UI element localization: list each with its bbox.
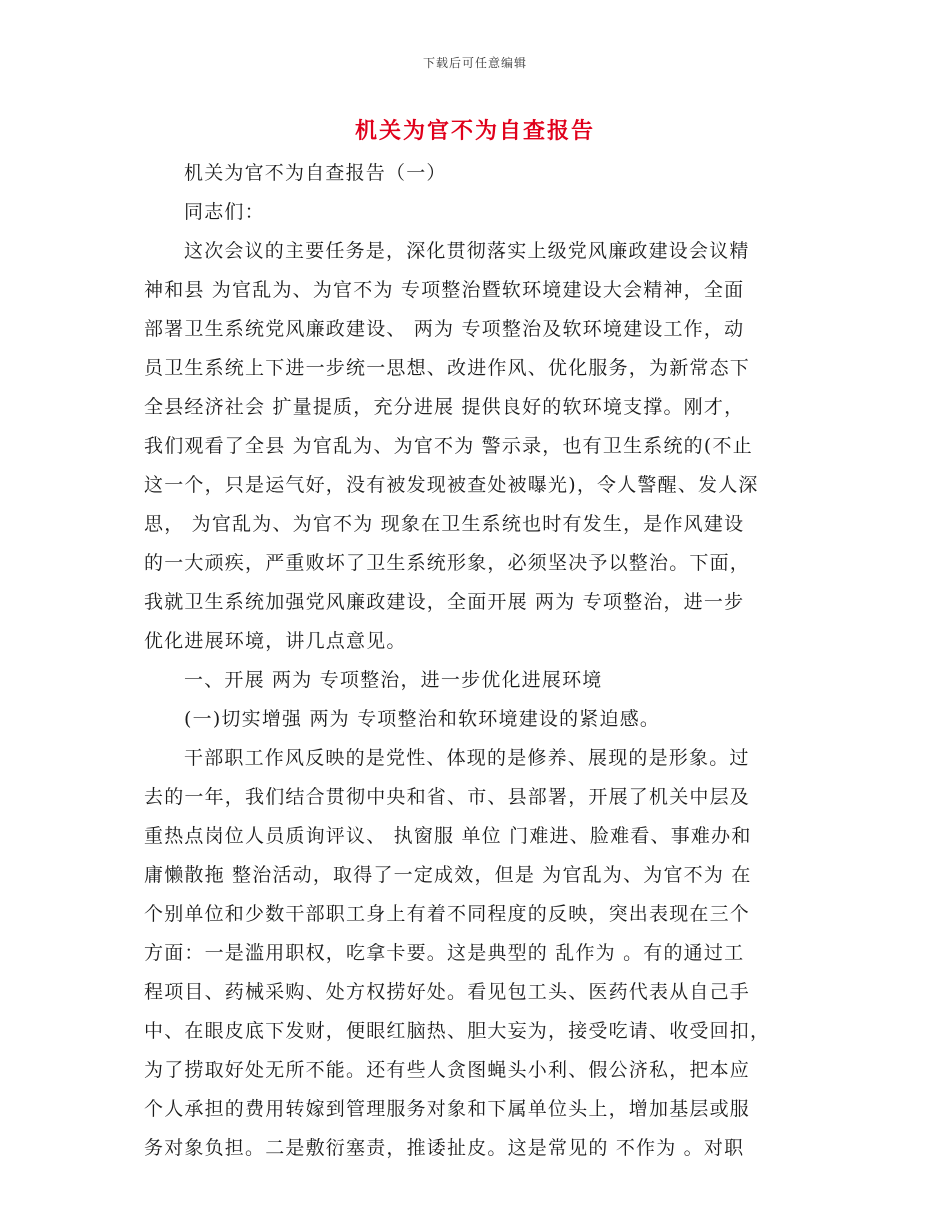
body-line: 为了捞取好处无所不能。还有些人贪图蝇头小利、假公济私，把本应 (144, 1059, 751, 1081)
body-line: 个人承担的费用转嫁到管理服务对象和下属单位头上，增加基层或服 (144, 1098, 751, 1120)
body-line: 方面：一是滥用职权，吃拿卡要。这是典型的 乱作为 。有的通过工 (144, 942, 745, 964)
body-line: 这次会议的主要任务是，深化贯彻落实上级党风廉政建设会议精 (184, 240, 750, 262)
body-line: 干部职工作风反映的是党性、体现的是修养、展现的是形象。过 (184, 747, 750, 769)
document-title: 机关为官不为自查报告 (354, 119, 595, 144)
body-line: (一)切实增强 两为 专项整治和软环境建设的紧迫感。 (184, 708, 661, 730)
body-line: 神和县 为官乱为、为官不为 专项整治暨软环境建设大会精神，全面 (144, 279, 745, 301)
body-line: 庸懒散拖 整治活动，取得了一定成效，但是 为官乱为、为官不为 在 (144, 864, 752, 886)
body-line: 全县经济社会 扩量提质，充分进展 提供良好的软环境支撑。刚才， (144, 396, 745, 418)
document-body (144, 154, 804, 1168)
body-line: 程项目、药械采购、处方权捞好处。看见包工头、医药代表从自己手 (144, 981, 751, 1003)
body-line: 机关为官不为自查报告（一） (184, 162, 447, 184)
body-line: 重热点岗位人员质询评议、 执窗服 单位 门难进、脸难看、事难办和 (144, 825, 752, 847)
header-note: 下载后可任意编辑 (422, 56, 527, 70)
body-line: 我们观看了全县 为官乱为、为官不为 警示录，也有卫生系统的(不止 (144, 435, 753, 457)
body-line: 部署卫生系统党风廉政建设、 两为 专项整治及软环境建设工作，动 (144, 318, 745, 340)
body-line: 去的一年，我们结合贯彻中央和省、市、县部署，开展了机关中层及 (144, 786, 751, 808)
body-line: 的一大顽疾，严重败坏了卫生系统形象，必须坚决予以整治。下面， (144, 552, 751, 574)
body-line: 思， 为官乱为、为官不为 现象在卫生系统也时有发生，是作风建设 (144, 513, 745, 535)
body-line: 个别单位和少数干部职工身上有着不同程度的反映，突出表现在三个 (144, 903, 751, 925)
body-line: 这一个，只是运气好，没有被发现被查处被曝光)，令人警醒、发人深 (144, 474, 759, 496)
body-line: 一、开展 两为 专项整治，进一步优化进展环境 (184, 669, 603, 691)
body-line: 我就卫生系统加强党风廉政建设，全面开展 两为 专项整治，进一步 (144, 591, 745, 613)
body-line: 务对象负担。二是敷衍塞责，推诿扯皮。这是常见的 不作为 。对职 (144, 1137, 745, 1159)
body-line: 同志们： (184, 201, 265, 223)
body-line: 优化进展环境，讲几点意见。 (144, 630, 407, 652)
body-line: 中、在眼皮底下发财，便眼红脑热、胆大妄为，接受吃请、收受回扣， (144, 1020, 771, 1042)
body-line: 员卫生系统上下进一步统一思想、改进作风、优化服务，为新常态下 (144, 357, 751, 379)
